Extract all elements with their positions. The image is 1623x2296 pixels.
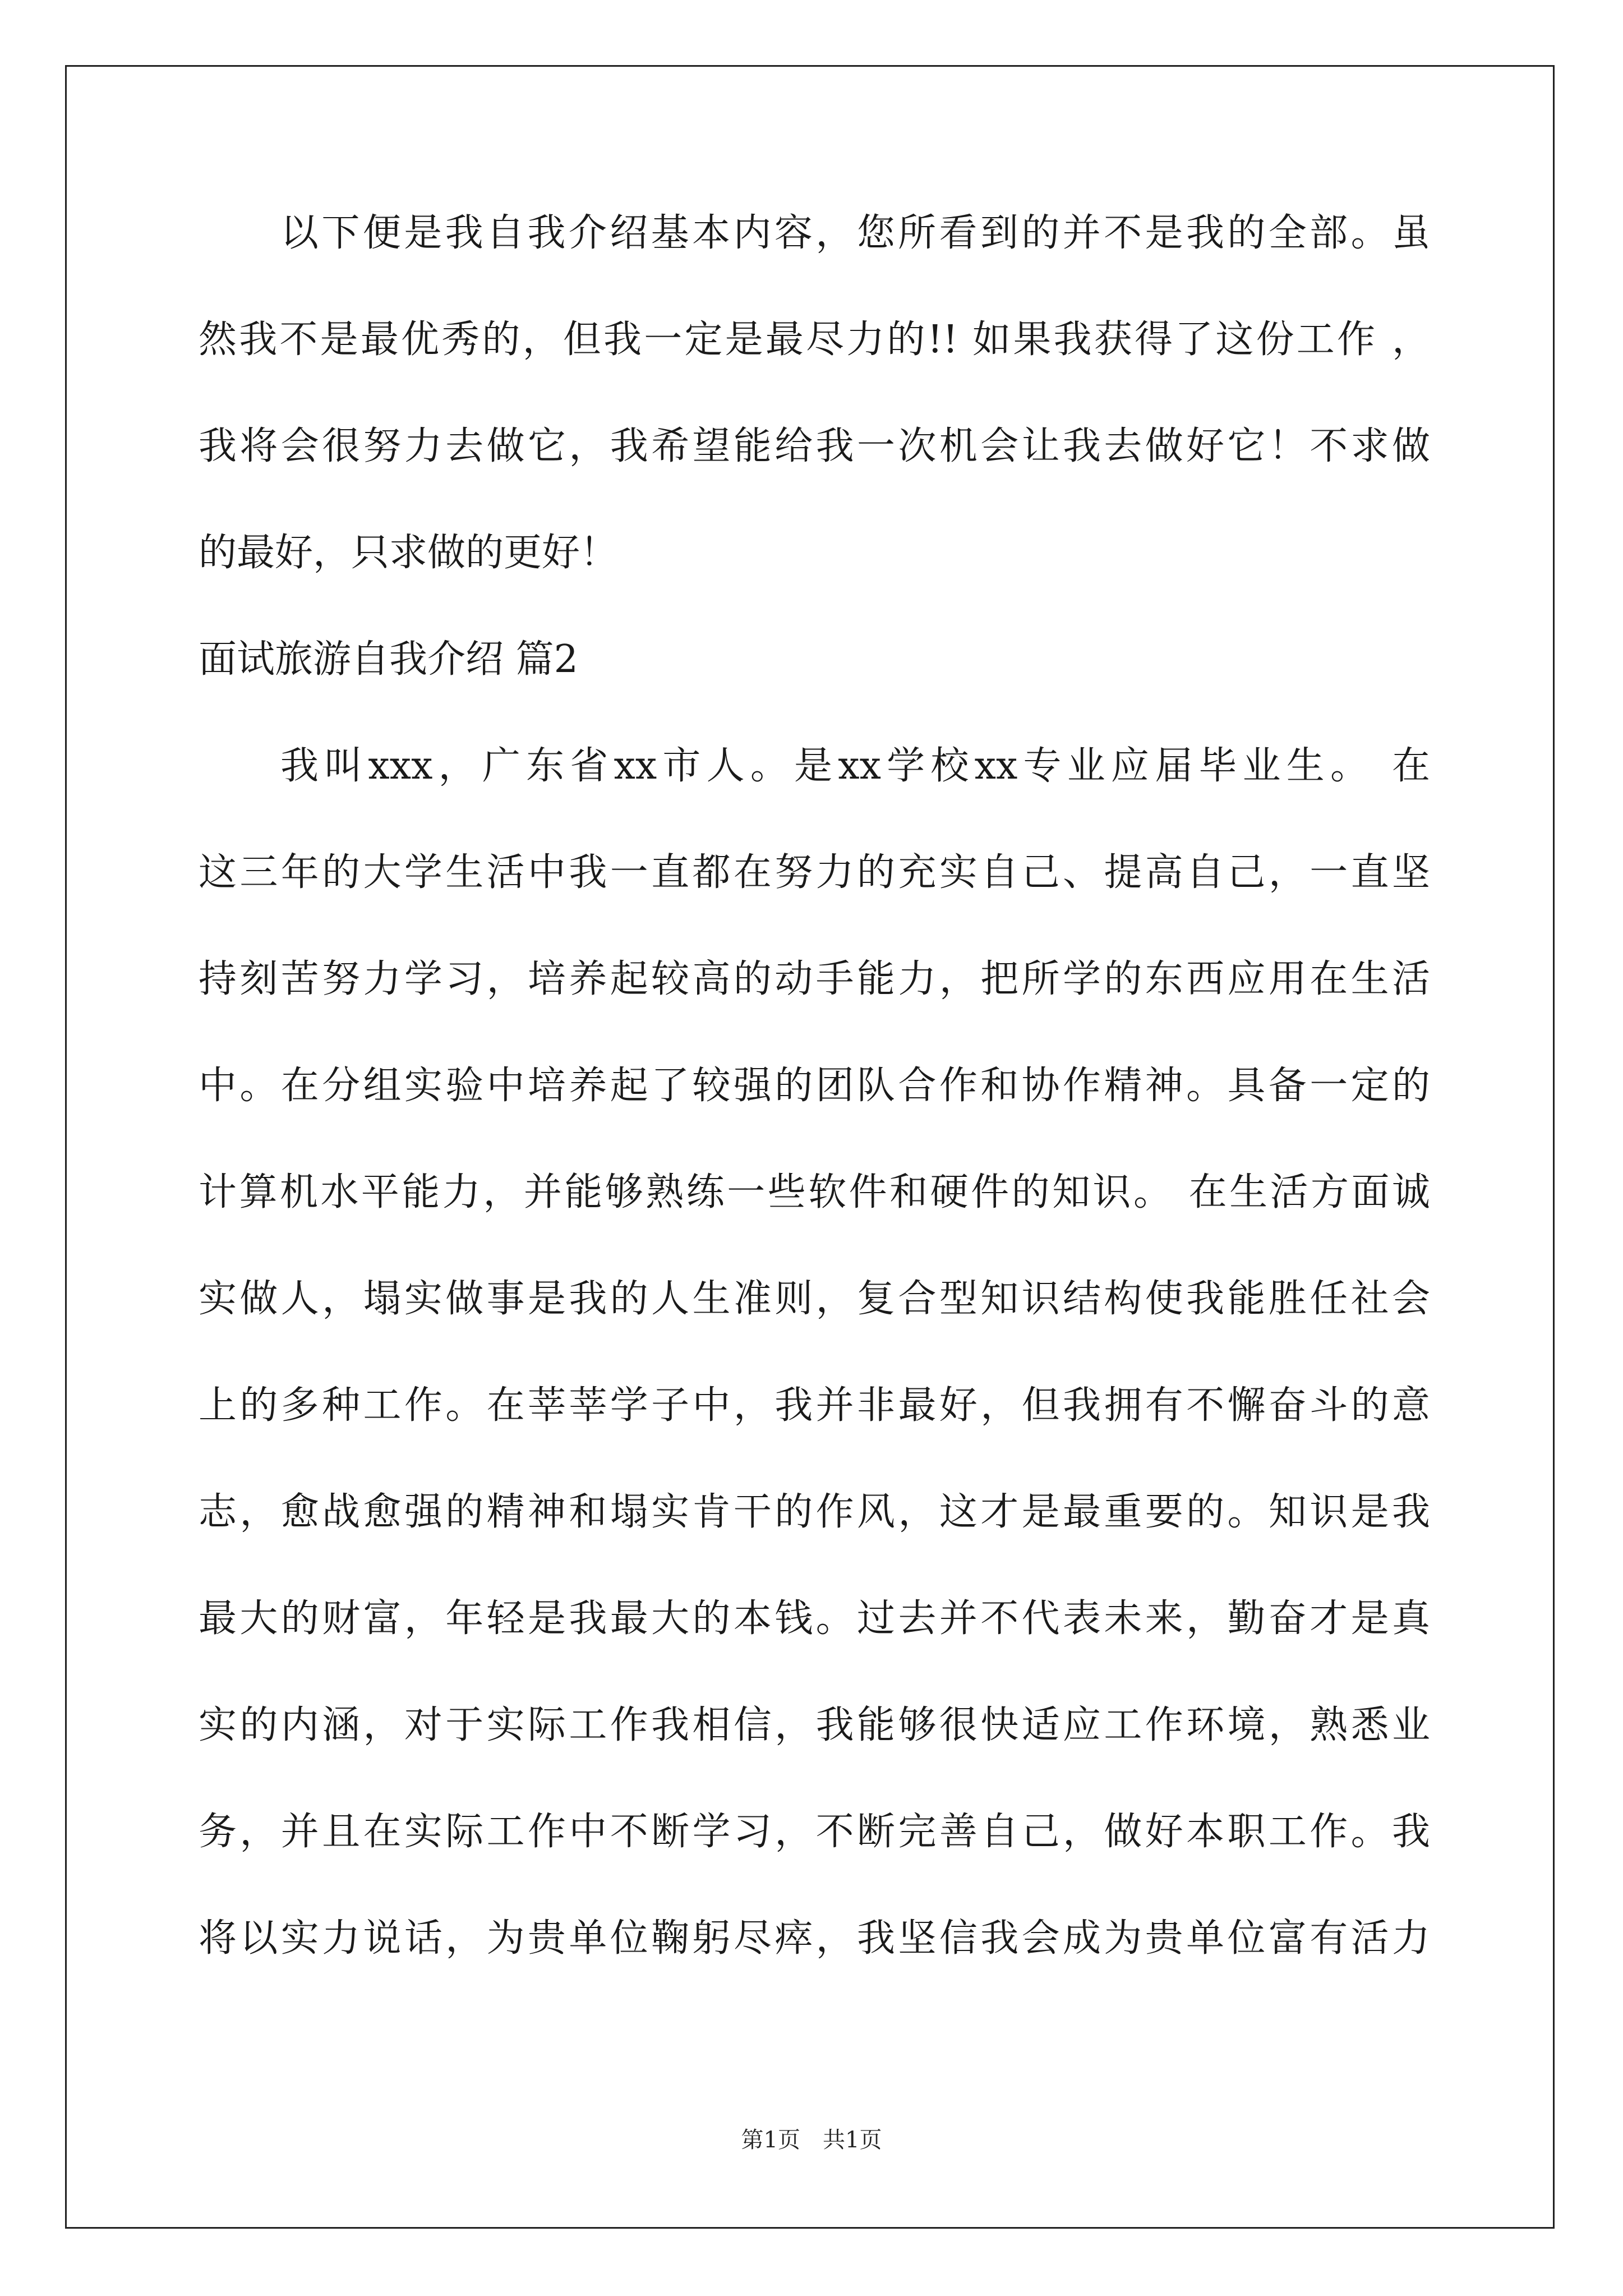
paragraph-2-line-11: 务，并且在实际工作中不断学习，不断完善自己，做好本职工作。我: [199, 1810, 1430, 1854]
paragraph-2-line-12: 将以实力说话，为贵单位鞠躬尽瘁，我坚信我会成为贵单位富有活力: [199, 1916, 1430, 1961]
paragraph-2-line-6: 实做人，塌实做事是我的人生准则，复合型知识结构使我能胜任社会: [199, 1277, 1430, 1321]
page-border: [65, 65, 1555, 2229]
paragraph-2-line-1: 我叫xxx，广东省xx市人。是xx学校xx专业应届毕业生。 在: [280, 744, 1430, 788]
page-footer: 第1页 共1页: [741, 2127, 882, 2153]
paragraph-2-line-5: 计算机水平能力，并能够熟练一些软件和硬件的知识。 在生活方面诚: [199, 1170, 1430, 1214]
paragraph-2-line-9: 最大的财富，年轻是我最大的本钱。过去并不代表未来，勤奋才是真: [199, 1596, 1430, 1641]
paragraph-2-line-10: 实的内涵，对于实际工作我相信，我能够很快适应工作环境，熟悉业: [199, 1703, 1430, 1747]
paragraph-1-line-4: 的最好，只求做的更好！: [199, 531, 619, 575]
paragraph-2-line-7: 上的多种工作。在莘莘学子中，我并非最好，但我拥有不懈奋斗的意: [199, 1383, 1430, 1428]
paragraph-2-line-2: 这三年的大学生活中我一直都在努力的充实自己、提高自己，一直坚: [199, 850, 1430, 895]
section-heading: 面试旅游自我介绍 篇2: [199, 637, 578, 682]
paragraph-2-line-3: 持刻苦努力学习，培养起较高的动手能力，把所学的东西应用在生活: [199, 957, 1430, 1001]
paragraph-2-line-4: 中。在分组实验中培养起了较强的团队合作和协作精神。具备一定的: [199, 1064, 1430, 1108]
paragraph-1-line-3: 我将会很努力去做它，我希望能给我一次机会让我去做好它！不求做: [199, 424, 1430, 468]
paragraph-1-line-2: 然我不是最优秀的，但我一定是最尽力的!! 如果我获得了这份工作 ，: [199, 318, 1430, 362]
paragraph-1-line-1: 以下便是我自我介绍基本内容，您所看到的并不是我的全部。虽: [280, 211, 1430, 255]
paragraph-2-line-8: 志，愈战愈强的精神和塌实肯干的作风，这才是最重要的。知识是我: [199, 1490, 1430, 1534]
